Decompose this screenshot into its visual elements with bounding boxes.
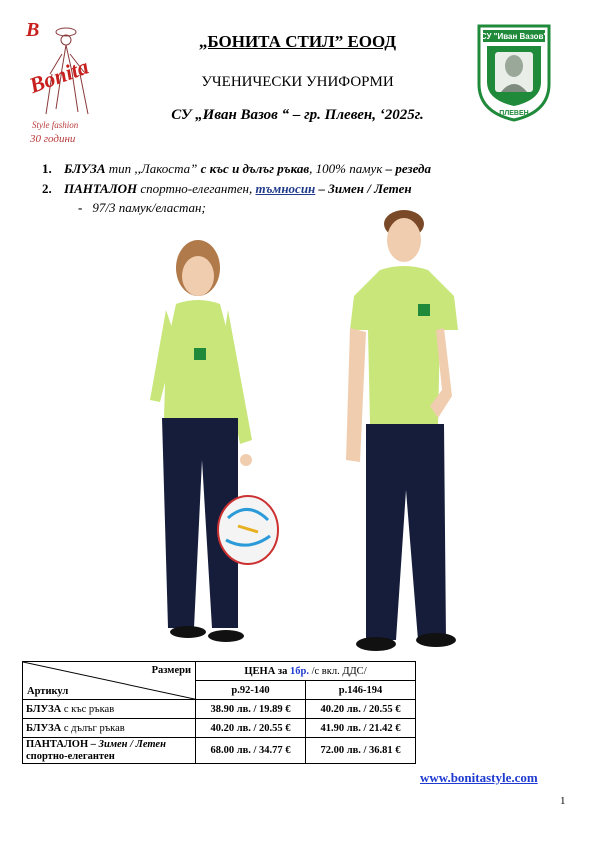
list-subitem-fabric: - 97/3 памук/еластан; [78,200,206,215]
website-link[interactable]: www.bonitastyle.com [420,770,538,785]
table-row [23,700,416,719]
table-row [23,738,416,764]
row-price-b: 72.00 лв. / 36.81 € [306,738,416,764]
row-article: БЛУЗА с къс ръкав [23,700,196,719]
svg-text:СУ "Иван Вазов": СУ "Иван Вазов" [480,32,548,41]
boy-figure [346,210,458,651]
bonita-logo [22,14,102,149]
svg-text:Style fashion: Style fashion [32,120,79,130]
table-row [23,719,416,738]
school-emblem [475,22,553,122]
table-header-row [23,662,416,681]
school-title: СУ „Иван Вазов “ – гр. Плевен, ‘2025г. [171,107,424,123]
header-article: Артикул [27,685,69,697]
document-subtitle: УЧЕНИЧЕСКИ УНИФОРМИ [201,74,394,90]
page-number: 1 [560,795,566,807]
size-col-b: р.146-194 [306,681,416,700]
company-name: „БОНИТА СТИЛ” ЕООД [198,32,397,51]
list-item-blouse: 1. БЛУЗА тип ,,Лакоста” с къс и дълъг ръкав, 100% памук – резеда [42,161,431,176]
row-article: ПАНТАЛОН – Зимен / Летен спортно-елегантен [23,738,196,764]
row-price-a: 38.90 лв. / 19.89 € [196,700,306,719]
row-price-a: 68.00 лв. / 34.77 € [196,738,306,764]
header-diagonal-cell [23,662,196,700]
row-price-b: 40.20 лв. / 20.55 € [306,700,416,719]
size-col-a: р.92-140 [196,681,306,700]
price-table [22,661,416,764]
girl-figure [150,240,278,642]
svg-text:ПЛЕВЕН: ПЛЕВЕН [499,110,529,117]
svg-text:Bonita: Bonita [25,53,92,98]
row-price-a: 40.20 лв. / 20.55 € [196,719,306,738]
row-article: БЛУЗА с дълъг ръкав [23,719,196,738]
list-item-pants: 2. ПАНТАЛОН спортно-елегантен, тъмносин – Зимен / Летен [42,181,412,196]
header-sizes: Размери [151,664,191,676]
svg-text:30 години: 30 години [30,133,76,145]
svg-text:B: B [26,19,40,41]
header-price: ЦЕНА за 1бр. /с вкл. ДДС/ [196,662,416,681]
row-price-b: 41.90 лв. / 21.42 € [306,719,416,738]
uniform-photo [140,200,480,658]
